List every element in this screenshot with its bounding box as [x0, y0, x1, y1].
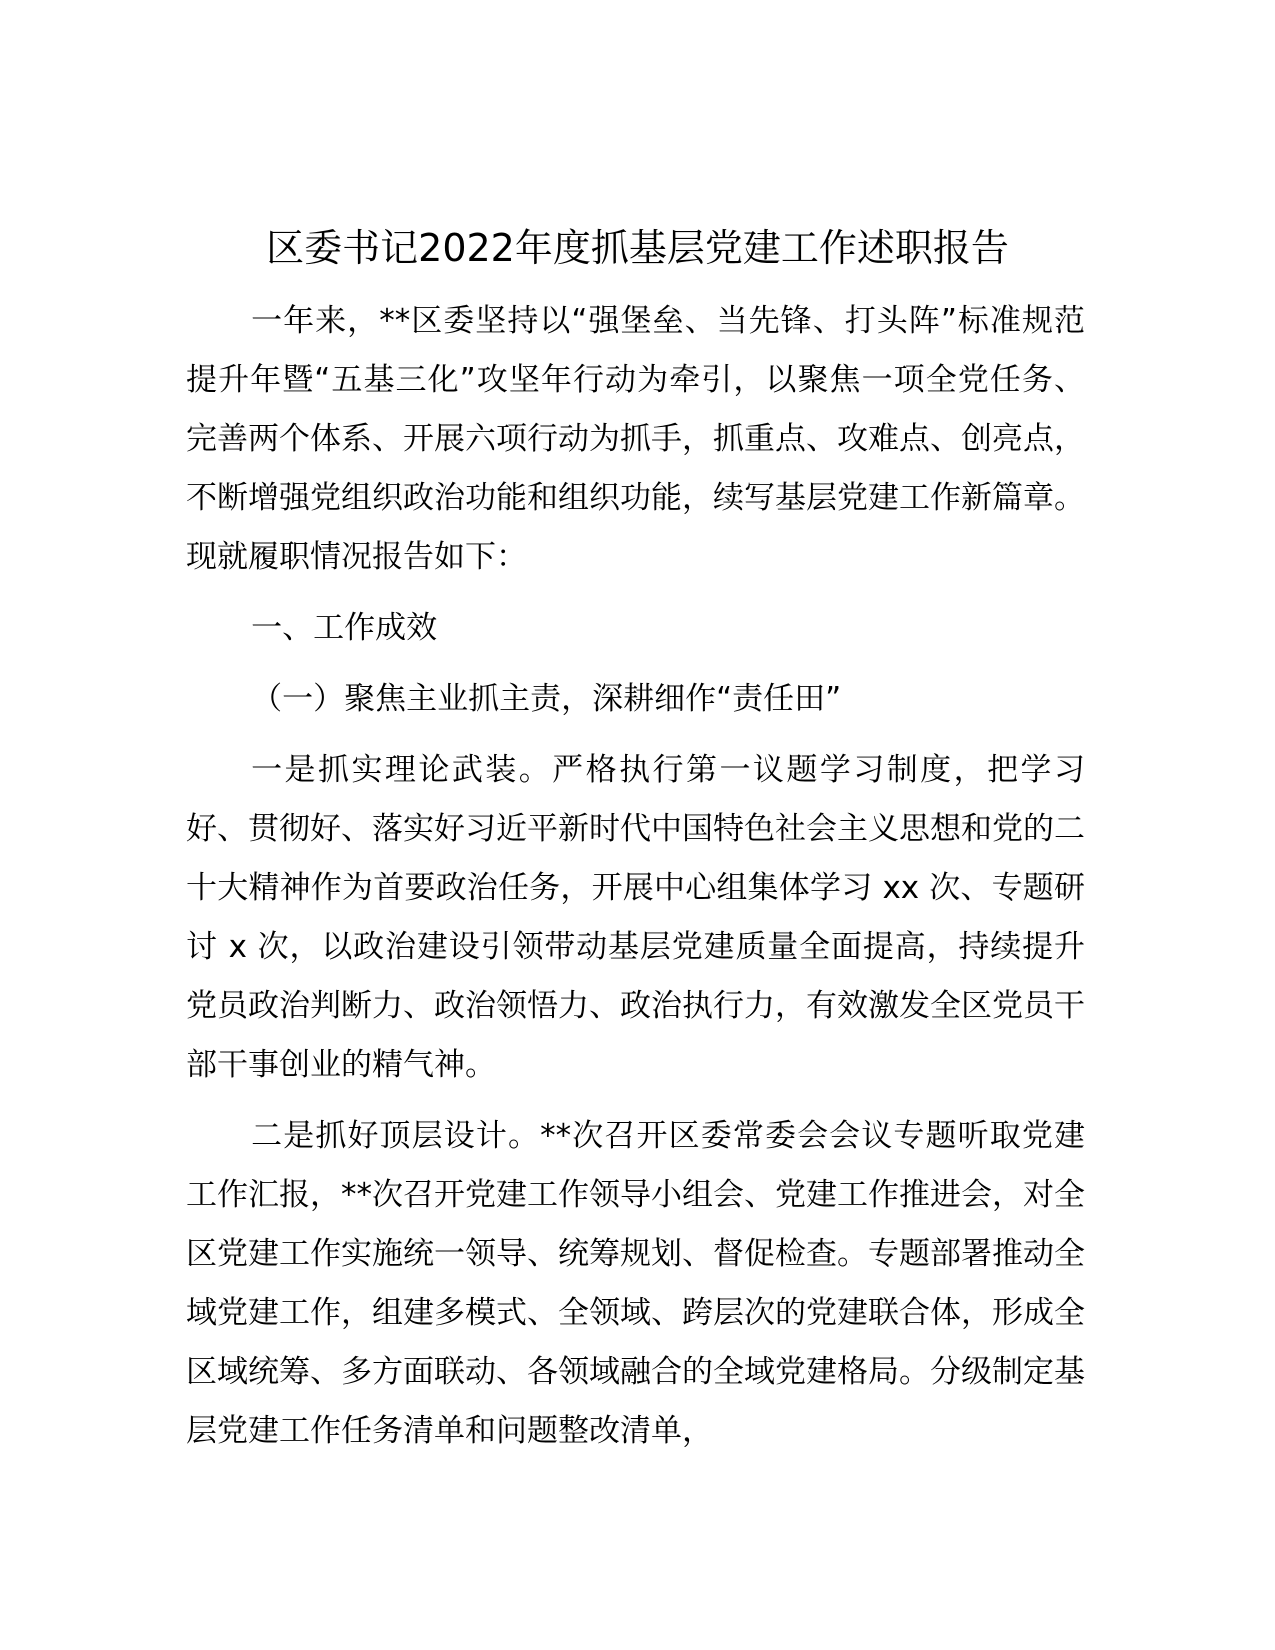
document-title: 区委书记2022年度抓基层党建工作述职报告: [266, 226, 1009, 270]
paragraph-theory-study: 一是抓实理论武装。严格执行第一议题学习制度，把学习好、贯彻好、落实好习近平新时代中国特色社会主义思想和党的二十大精神作为首要政治任务，开展中心组集体学习 xx 次、专题研讨 x 次，以政治建设引领带动基层党建质量全面提高，持续提升党员政治判断力、政治领悟力、政治执行力，有效激发全区党员干部干事创业的精气神。: [186, 752, 1085, 1083]
subsection-heading-1: （一）聚焦主业抓主责，深耕细作“责任田”: [251, 681, 842, 717]
section-heading-achievements: 一、工作成效: [251, 610, 438, 646]
paragraph-top-level-design: 二是抓好顶层设计。**次召开区委常委会会议专题听取党建工作汇报，**次召开党建工作领导小组会、党建工作推进会，对全区党建工作实施统一领导、统筹规划、督促检查。专题部署推动全域党建工作，组建多模式、全领域、跨层次的党建联合体，形成全区域统筹、多方面联动、各领域融合的全域党建格局。分级制定基层党建工作任务清单和问题整改清单，: [186, 1118, 1085, 1449]
intro-paragraph: 一年来，**区委坚持以“强堡垒、当先锋、打头阵”标准规范提升年暨“五基三化”攻坚年行动为牵引，以聚焦一项全党任务、完善两个体系、开展六项行动为抓手，抓重点、攻难点、创亮点，不断增强党组织政治功能和组织功能，续写基层党建工作新篇章。现就履职情况报告如下：: [186, 303, 1085, 575]
document-body: [186, 292, 1085, 1473]
